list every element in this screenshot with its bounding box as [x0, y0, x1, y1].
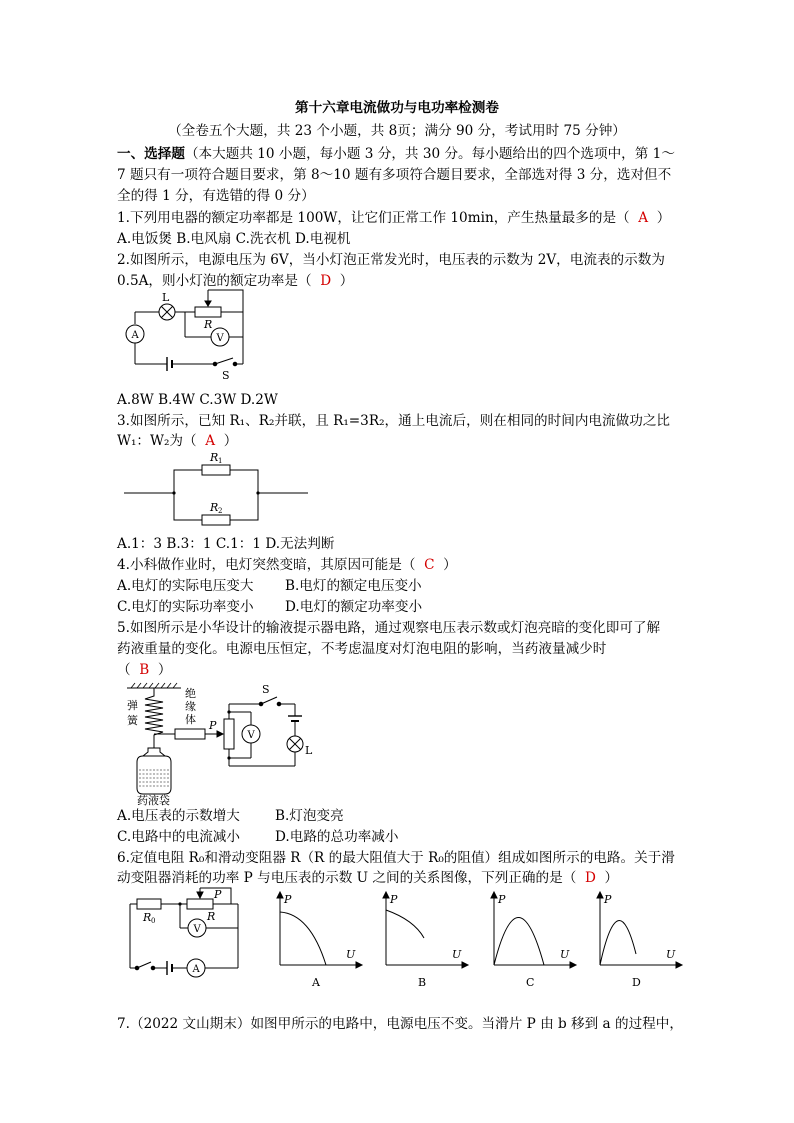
q3-stem-2-text: W₁：W₂为（	[117, 433, 197, 449]
q6-graph-d-ylabel: P	[604, 893, 612, 906]
q6-graph-d	[590, 890, 686, 990]
q5-label-lamp: L	[305, 744, 313, 757]
q5-label-bag: 药液袋	[137, 794, 170, 807]
q3-close: ）	[223, 433, 238, 449]
q3-stem-1: 3.如图所示，已知 R₁、R₂并联，且 R₁=3R₂，通上电流后，则在相同的时间内电流做功之比	[117, 413, 670, 429]
rheostat-icon	[187, 899, 213, 909]
q6-label-slider: P	[214, 888, 222, 901]
q3-circuit-diagram	[124, 450, 308, 526]
q4-option-c: C.电灯的实际功率变小	[117, 599, 254, 615]
q5-answer: B	[139, 662, 150, 678]
q4-answer: C	[424, 557, 435, 573]
q4-option-a: A.电灯的实际电压变大	[117, 578, 254, 594]
q6-stem-1: 6.定值电阻 R₀和滑动变阻器 R（R 的最大阻值大于 R₀的阻值）组成如图所示的电路。关于滑	[117, 850, 675, 866]
section-intro-3: 全的得 1 分，有选错的得 0 分）	[117, 188, 315, 204]
q4-option-b: B.电灯的额定电压变小	[285, 578, 422, 594]
q5-close: ）	[157, 662, 172, 678]
q4-stem-text: 4.小科做作业时，电灯突然变暗，其原因可能是（	[117, 557, 416, 573]
q5-option-c: C.电路中的电流减小	[117, 829, 240, 845]
q3-options: A.1：3 B.3：1 C.1：1 D.无法判断	[117, 536, 335, 552]
q5-circuit-diagram	[125, 682, 325, 807]
q2-stem-1: 2.如图所示，电源电压为 6V，当小灯泡正常发光时，电压表的示数为 2V，电流表的示数为	[117, 252, 665, 268]
q3-label-r2: R	[210, 501, 219, 514]
q5-label-insulator-2: 缘	[185, 700, 196, 713]
q2-label-switch: S	[222, 369, 230, 382]
q2-stem-2	[117, 272, 353, 290]
q5-stem-1: 5.如图所示是小华设计的输液提示器电路，通过观察电压表示数或灯泡亮暗的变化即可了解	[117, 620, 661, 636]
q6-label-r0-sub: 0	[151, 917, 156, 925]
q6-graph-d-letter: D	[632, 976, 641, 989]
q5-open: （	[117, 662, 131, 678]
q5-label-insulator-3: 体	[185, 713, 196, 726]
q2-stem-2-text: 0.5A，则小灯泡的额定功率是（	[117, 273, 312, 289]
q6-graph-c-xlabel: U	[560, 948, 570, 961]
q6-graph-a-xlabel: U	[346, 948, 356, 961]
q3-stem-2	[117, 432, 237, 450]
q2-circuit-diagram	[125, 289, 265, 381]
section-heading-line	[117, 145, 675, 163]
q6-graph-d-xlabel: U	[666, 948, 676, 961]
resistor-icon	[195, 307, 221, 317]
q6-graph-b-xlabel: U	[452, 948, 462, 961]
q1-stem	[117, 209, 670, 227]
q2-close: ）	[339, 273, 354, 289]
q3-label-r1: R	[210, 451, 219, 464]
rheostat-icon	[224, 719, 234, 749]
q6-graph-c-letter: C	[526, 976, 535, 989]
q4-option-d: D.电灯的额定功率变小	[285, 599, 423, 615]
q6-stem-2	[117, 869, 618, 887]
q3-label-r1-sub: 1	[218, 457, 223, 465]
q6-graph-b-letter: B	[418, 976, 427, 989]
q6-graph-a-ylabel: P	[284, 893, 292, 906]
q7-stem: 7.（2022 文山期末）如图甲所示的电路中，电源电压不变。当滑片 P 由 b 移到 a 的过程中，	[117, 1016, 683, 1032]
q6-label-ammeter: A	[192, 964, 200, 975]
q6-graph-b	[376, 890, 472, 990]
q2-answer: D	[320, 273, 332, 289]
q6-label-r: R	[207, 910, 216, 923]
q5-stem-2: 药液重量的变化。电源电压恒定，不考虑温度对灯泡电阻的影响，当药液量减少时	[117, 641, 607, 657]
resistor-r1-icon	[202, 465, 230, 475]
q6-graph-a	[270, 890, 366, 990]
q5-label-voltmeter: V	[247, 730, 255, 741]
q1-options: A.电饭煲 B.电风扇 C.洗衣机 D.电视机	[117, 231, 351, 247]
q5-option-d: D.电路的总功率减小	[275, 829, 399, 845]
q2-label-resistor: R	[204, 318, 213, 331]
q5-option-a: A.电压表的示数增大	[117, 808, 240, 824]
q1-close: ）	[656, 210, 671, 226]
q6-label-r0: R	[143, 911, 152, 924]
section-heading: 一、选择题	[117, 146, 185, 162]
q1-stem-text: 1.下列用电器的额定功率都是 100W，让它们正常工作 10min，产生热量最多的是（	[117, 210, 630, 226]
insulator-icon	[175, 729, 205, 739]
section-intro-2: 7 题只有一项符合题目要求，第 8～10 题有多项符合题目要求，全部选对得 3 分，选对但不	[117, 167, 672, 183]
q5-label-insulator-1: 绝	[185, 687, 196, 700]
q6-graph-c	[484, 890, 580, 990]
q4-stem	[117, 556, 457, 574]
q2-label-lamp: L	[162, 291, 170, 304]
q2-label-voltmeter: V	[216, 333, 224, 344]
q2-label-ammeter: A	[131, 330, 139, 341]
q5-label-switch: S	[262, 683, 270, 696]
q6-graph-c-ylabel: P	[498, 893, 506, 906]
q3-label-r2-sub: 2	[218, 507, 223, 515]
q5-option-b: B.灯泡变亮	[275, 808, 344, 824]
q6-graph-a-letter: A	[312, 976, 320, 989]
q6-close: ）	[604, 870, 619, 886]
page-title: 第十六章电流做功与电功率检测卷	[295, 100, 499, 116]
q6-answer: D	[584, 870, 596, 886]
q5-label-spring-2: 簧	[127, 714, 138, 727]
q5-stem-3	[117, 661, 172, 679]
q6-graph-b-ylabel: P	[390, 893, 398, 906]
q3-answer: A	[205, 433, 216, 449]
page-subtitle: （全卷五个大题，共 23 个小题，共 8页；满分 90 分，考试用时 75 分钟）	[168, 123, 626, 139]
q6-circuit-diagram	[125, 890, 245, 976]
q1-answer: A	[638, 210, 649, 226]
q4-close: ）	[443, 557, 457, 573]
resistor-r2-icon	[202, 515, 230, 525]
q6-label-voltmeter: V	[193, 924, 201, 935]
q6-stem-2-text: 动变阻器消耗的功率 P 与电压表的示数 U 之间的关系图像，下列正确的是（	[117, 870, 577, 886]
q5-label-slider: P	[209, 719, 217, 732]
resistor-r0-icon	[137, 899, 161, 909]
q2-options: A.8W B.4W C.3W D.2W	[117, 392, 278, 408]
iv-bag-icon	[137, 756, 171, 794]
section-intro-1: （本大题共 10 小题，每小题 3 分，共 30 分。每小题给出的四个选项中，第 1～	[184, 146, 675, 162]
q5-label-spring-1: 弹	[127, 699, 138, 712]
spring-icon	[145, 688, 163, 740]
